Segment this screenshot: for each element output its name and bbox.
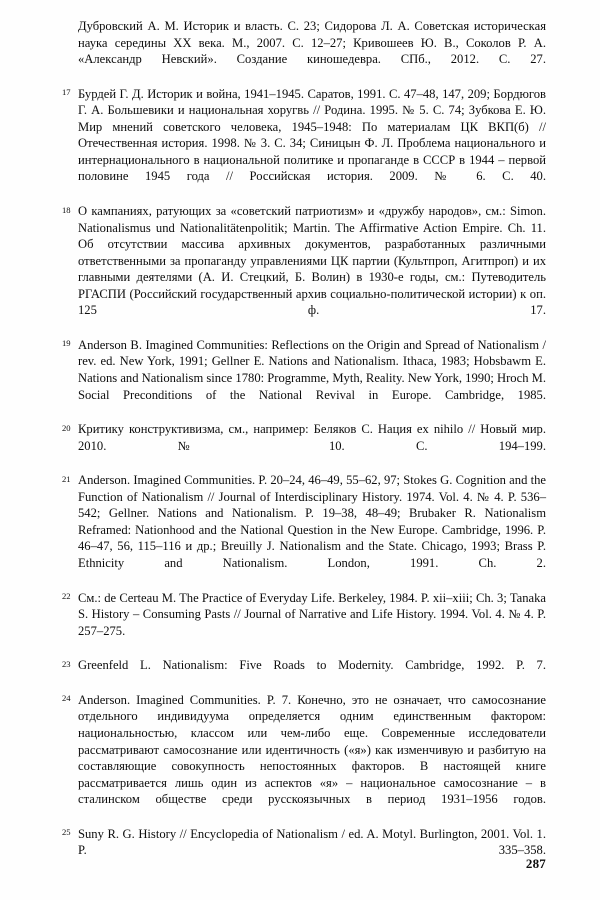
endnote-marker: 23	[62, 658, 71, 669]
endnote-text: Дубровский А. М. Историк и власть. С. 23; Сидорова Л. А. Советская историческая наука середины XX века. М., 2007. С. 12–27; Кривошеев Ю. В., Соколов Р. А. «Александр Невский». Создание киношедевра. СПб., 2012. С. 27.	[78, 19, 546, 67]
endnote-text: О кампаниях, ратующих за «советский патриотизм» и «дружбу народов», см.: Simon. Nationalismus und Nationalitätenpolitik; Martin. The Affirmative Action Empire. Ch. 11. Об отсутствии массива архивных документов, разработанных различными ответственными за пропаганду управлениями ЦК партии (Культпроп, Агитпроп) и их главными деятелями (А. И. Стецкий, Б. Волин) в 1930-е годы, см.: Путеводитель РГАСПИ (Российский государственный архив социально-политической истории) к оп. 125 ф. 17.	[78, 204, 546, 318]
endnote-item	[62, 472, 546, 588]
endnote-marker: 25	[62, 827, 71, 838]
endnote-marker: 22	[62, 591, 71, 602]
endnote-item	[62, 692, 546, 824]
endnote-marker: 21	[62, 473, 71, 484]
endnote-item	[62, 86, 546, 202]
endnote-text: Greenfeld L. Nationalism: Five Roads to Modernity. Cambridge, 1992. P. 7.	[78, 658, 546, 673]
endnote-text: Anderson. Imagined Communities. P. 7. Конечно, это не означает, что самосознание отдельного индивидуума определяется одним единственным фактором: национальностью, классом или чем-либо еще. Современные исследователи рассматривают самосознание или идентичность («я») как изменчивую и разбитую на составляющие совокупность непостоянных факторов. В настоящей книге рассматривается лишь один из аспектов «я» – национальное самосознание – в сталинском обществе среди русскоязычных в период 1931–1956 годов.	[78, 692, 546, 807]
endnote-text: Бурдей Г. Д. Историк и война, 1941–1945. Саратов, 1991. С. 47–48, 147, 209; Бордюгов Г. А. Большевики и национальная хоругвь // Родина. 1995. № 5. С. 74; Зубкова Е. Ю. Мир мнений советского человека, 1945–1948: По материалам ЦК ВКП(б) // Отечественная история. 1998. № 3. С. 34; Синицын Ф. Л. Проблема национального и интернационального в национальной политике и пропаганде в СССР в 1944 – первой половине 1945 года // Российская история. 2009. № 6. С. 40.	[78, 86, 546, 184]
endnote-item	[62, 657, 546, 690]
endnote-marker: 17	[62, 87, 71, 98]
endnote-text: Anderson. Imagined Communities. P. 20–24, 46–49, 55–62, 97; Stokes G. Cognition and the Function of Nationalism // Journal of Interdisciplinary History. 1974. Vol. 4. № 4. P. 536–542; Gellner. Nations and Nationalism. P. 19–38, 48–49; Brubaker R. Nationalism Reframed: Nationhood and the National Question in the New Europe. Cambridge, 1996. P. 46–47, 56, 115–116 и др.; Breuilly J. Nationalism and the State. Chicago, 1993; Brass P. Ethnicity and Nationalism. London, 1991. Ch. 2.	[78, 473, 546, 570]
endnote-text: Suny R. G. History // Encyclopedia of Nationalism / ed. A. Motyl. Burlington, 2001. Vol. 1. P. 335–358.	[78, 826, 546, 858]
endnote-text: Anderson B. Imagined Communities: Reflections on the Origin and Spread of Nationalism / rev. ed. New York, 1991; Gellner E. Nations and Nationalism. Ithaca, 1983; Hobsbawm E. Nations and Nationalism since 1780: Programme, Myth, Reality. New York, 1990; Hroch M. Social Preconditions of the National Revival in Europe. Cambridge, 1985.	[78, 337, 546, 402]
endnote-item	[62, 337, 546, 420]
endnotes-list	[62, 18, 546, 877]
page-number: 287	[525, 856, 546, 871]
endnote-text: Критику конструктивизма, см., например: Беляков С. Нация ex nihilo // Новый мир. 2010. № 10. С. 194–199.	[78, 422, 546, 453]
endnote-item	[62, 203, 546, 335]
endnote-item	[62, 590, 546, 656]
endnote-marker: 19	[62, 338, 71, 349]
endnote-marker: 24	[62, 693, 71, 704]
endnote-continuation	[62, 18, 546, 84]
endnote-item	[62, 421, 546, 471]
endnote-marker: 20	[62, 422, 71, 433]
endnote-text: См.: de Certeau M. The Practice of Everyday Life. Berkeley, 1984. P. xii–xiii; Ch. 3; Tanaka S. History – Consuming Pasts // Journal of Narrative and Life History. 1994. Vol. 4. № 4. P. 257–275.	[78, 590, 546, 638]
endnote-marker: 18	[62, 204, 71, 215]
